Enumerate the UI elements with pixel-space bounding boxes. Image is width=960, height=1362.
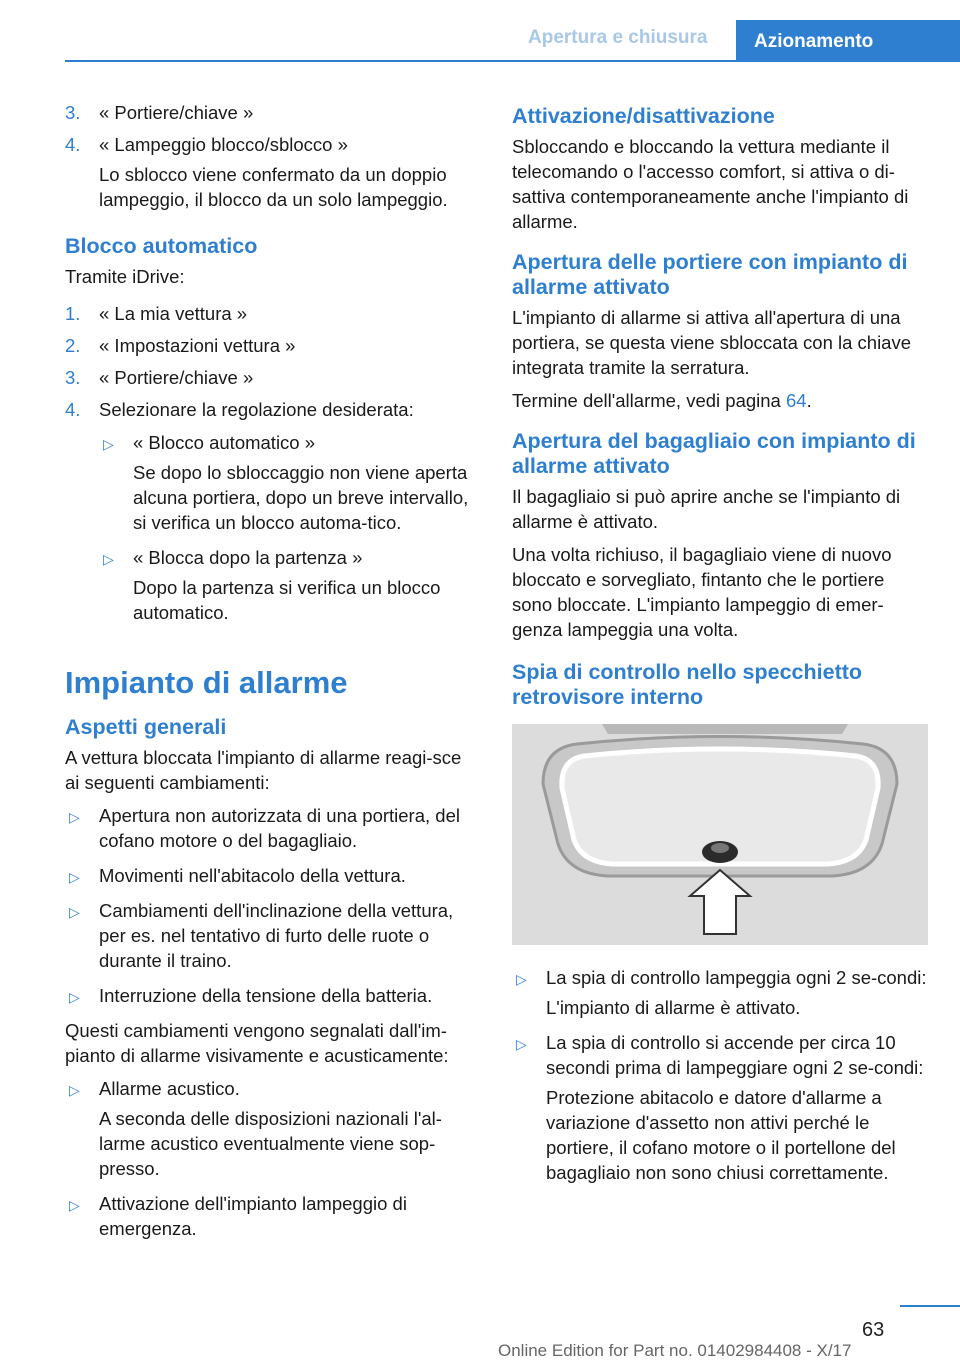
step-note: Lo sblocco viene confermato da un doppio lampeggio, il blocco da un solo lampeggio.	[99, 164, 448, 210]
option-label: « Blocco automatico »	[133, 432, 316, 453]
list-item	[65, 1076, 479, 1181]
list-item	[65, 898, 479, 973]
triangle-bullet-icon: ▷	[516, 1036, 527, 1052]
list-note: L'impianto di allarme è attivato.	[546, 997, 801, 1018]
paragraph: Il bagagliaio si può aprire anche se l'impianto di allarme è attivato.	[512, 486, 901, 532]
header-rule	[65, 60, 960, 62]
option-note: Dopo la partenza si verifica un blocco automatico.	[133, 577, 441, 623]
list-item	[65, 803, 479, 853]
triangle-bullet-icon: ▷	[103, 551, 114, 567]
triangle-bullet-icon: ▷	[69, 809, 80, 825]
list-note: Protezione abitacolo e datore d'allarme a variazione d'assetto non attivi perché le portiere, il cofano motore o il portellone del bagagliaio non sono chiusi correttamente.	[546, 1087, 896, 1183]
paragraph: Una volta richiuso, il bagagliaio viene di nuovo bloccato e sorvegliato, fintanto che le portiere sono bloccate. L'impianto lampeggio di emer-genza lampeggia una volta.	[512, 544, 892, 640]
step-text: Selezionare la regolazione desiderata:	[99, 399, 414, 420]
list-text: La spia di controllo si accende per circa 10 secondi prima di lampeggiare ogni 2 se-condi:	[546, 1032, 924, 1078]
triangle-bullet-icon: ▷	[103, 436, 114, 452]
paragraph: Questi cambiamenti vengono segnalati dall'im-pianto di allarme visivamente e acusticamente:	[65, 1020, 449, 1066]
triangle-bullet-icon: ▷	[69, 904, 80, 920]
step-text: « La mia vettura »	[99, 303, 248, 324]
step-text: « Impostazioni vettura »	[99, 335, 296, 356]
left-column	[65, 100, 479, 1251]
indicator-list	[512, 965, 928, 1185]
list-item	[65, 132, 479, 212]
right-column	[512, 100, 928, 1195]
list-item	[65, 365, 479, 390]
heading-aspetti-generali: Aspetti generali	[65, 715, 227, 739]
list-item	[99, 430, 479, 535]
steps-list-a	[65, 100, 479, 212]
step-number: 4.	[65, 399, 81, 420]
step-number: 3.	[65, 367, 81, 388]
step-number: 4.	[65, 134, 81, 155]
list-note: A seconda delle disposizioni nazionali l'al-larme acustico eventualmente viene sop-presso.	[99, 1108, 442, 1179]
option-label: « Blocca dopo la partenza »	[133, 547, 363, 568]
list-text: Movimenti nell'abitacolo della vettura.	[99, 865, 406, 886]
paragraph: L'impianto di allarme si attiva all'apertura di una portiera, se questa viene sbloccata con la chiave integrata tramite la serratura.	[512, 307, 912, 378]
triangle-bullet-icon: ▷	[69, 1082, 80, 1098]
heading-apertura-portiere: Apertura delle portiere con impianto di allarme attivato	[512, 250, 908, 299]
list-item	[65, 863, 479, 888]
list-text: Allarme acustico.	[99, 1078, 240, 1099]
list-item	[65, 983, 479, 1008]
triangle-bullet-icon: ▷	[69, 1197, 80, 1213]
step-number: 2.	[65, 335, 81, 356]
changes-list	[65, 803, 479, 1008]
option-note: Se dopo lo sbloccaggio non viene aperta alcuna portiera, dopo un breve intervallo, si verifica un blocco automa-tico.	[133, 462, 469, 533]
list-text: Attivazione dell'impianto lampeggio di emergenza.	[99, 1193, 407, 1239]
list-text: La spia di controllo lampeggia ogni 2 se-condi:	[546, 967, 927, 988]
paragraph	[512, 388, 928, 413]
heading-attivazione: Attivazione/disattivazione	[512, 104, 775, 128]
triangle-bullet-icon: ▷	[69, 869, 80, 885]
signals-list	[65, 1076, 479, 1241]
option-list	[99, 430, 479, 625]
list-item	[65, 301, 479, 326]
paragraph-text: Termine dell'allarme, vedi pagina	[512, 390, 786, 411]
list-item	[99, 545, 479, 625]
steps-list-b	[65, 301, 479, 625]
list-item	[65, 397, 479, 625]
paragraph: Sbloccando e bloccando la vettura mediante il telecomando o l'accesso comfort, si attiva o di-sattiva contemporaneamente anche l'impianto di allarme.	[512, 136, 909, 232]
mirror-illustration	[512, 724, 928, 945]
step-text: « Lampeggio blocco/sblocco »	[99, 134, 348, 155]
list-item	[65, 333, 479, 358]
list-item	[65, 100, 479, 125]
step-text: « Portiere/chiave »	[99, 367, 254, 388]
triangle-bullet-icon: ▷	[69, 989, 80, 1005]
list-text: Apertura non autorizzata di una portiera, del cofano motore o del bagagliaio.	[99, 805, 460, 851]
page-header	[0, 0, 960, 64]
heading-blocco-automatico: Blocco automatico	[65, 234, 258, 258]
list-text: Cambiamenti dell'inclinazione della vettura, per es. nel tentativo di furto delle ruote o durante il traino.	[99, 900, 454, 971]
step-number: 1.	[65, 303, 81, 324]
footer-rule	[900, 1305, 960, 1307]
list-item	[512, 965, 928, 1020]
heading-impianto-allarme: Impianto di allarme	[65, 665, 348, 700]
paragraph: Tramite iDrive:	[65, 266, 185, 287]
heading-spia-controllo: Spia di controllo nello specchietto retrovisore interno	[512, 660, 863, 709]
edition-note: Online Edition for Part no. 01402984408 - X/17	[498, 1341, 852, 1360]
triangle-bullet-icon: ▷	[516, 971, 527, 987]
list-item	[65, 1191, 479, 1241]
step-text: « Portiere/chiave »	[99, 102, 254, 123]
section-title: Apertura e chiusura	[528, 27, 708, 48]
page-link[interactable]: 64	[785, 390, 807, 411]
heading-apertura-bagagliaio: Apertura del bagagliaio con impianto di allarme attivato	[512, 429, 916, 478]
list-item	[512, 1030, 928, 1185]
chapter-tab: Azionamento	[736, 20, 960, 62]
page-number: 63	[862, 1319, 885, 1341]
list-text: Interruzione della tensione della batteria.	[99, 985, 433, 1006]
paragraph: A vettura bloccata l'impianto di allarme reagi-sce ai seguenti cambiamenti:	[65, 747, 462, 793]
step-number: 3.	[65, 102, 81, 123]
paragraph-text: .	[806, 390, 812, 411]
